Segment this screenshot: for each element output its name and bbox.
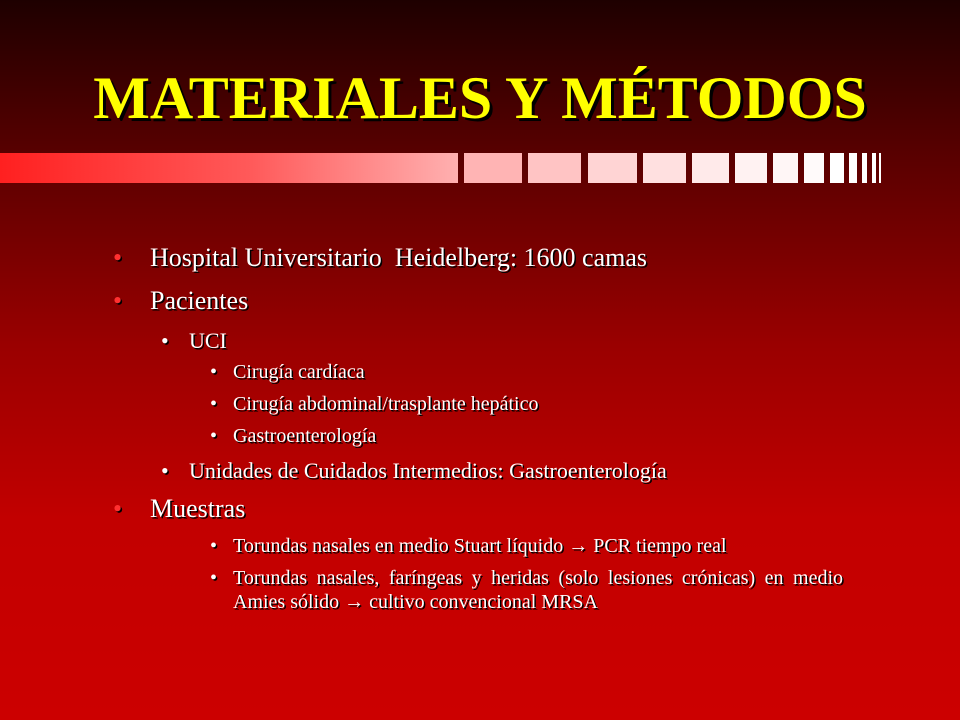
bullet-uci: UCI xyxy=(189,328,227,353)
bullet-marker: • xyxy=(210,535,218,557)
bullet-cirugia-abdominal: Cirugía abdominal/trasplante hepático xyxy=(233,393,539,415)
bullet-marker: • xyxy=(210,425,218,447)
bullet-marker: • xyxy=(113,286,123,315)
bullet-marker: • xyxy=(161,458,169,483)
bullet-gastroenterologia: Gastroenterología xyxy=(233,425,377,447)
bullet-pacientes: Pacientes xyxy=(150,286,249,315)
bullet-torundas-stuart: Torundas nasales en medio Stuart líquido → PCR tiempo real xyxy=(233,535,727,557)
bullet-marker: • xyxy=(210,393,218,415)
bullet-torundas-amies: Torundas nasales, faríngeas y heridas (solo lesiones crónicas) en medio Amies sólido → cultivo convencional MRSA xyxy=(233,567,843,613)
bullet-cirugia-cardiaca: Cirugía cardíaca xyxy=(233,361,365,383)
bullet-unidades-intermedios: Unidades de Cuidados Intermedios: Gastroenterología xyxy=(189,458,667,483)
bullet-marker: • xyxy=(210,567,218,589)
slide-title: MATERIALES Y MÉTODOS xyxy=(93,65,867,131)
bullet-hospital: Hospital Universitario Heidelberg: 1600 camas xyxy=(150,243,648,272)
bullet-marker: • xyxy=(210,361,218,383)
bullet-marker: • xyxy=(113,494,123,523)
bullet-marker: • xyxy=(113,243,123,272)
bullet-marker: • xyxy=(161,328,169,353)
bullet-muestras: Muestras xyxy=(150,494,246,523)
